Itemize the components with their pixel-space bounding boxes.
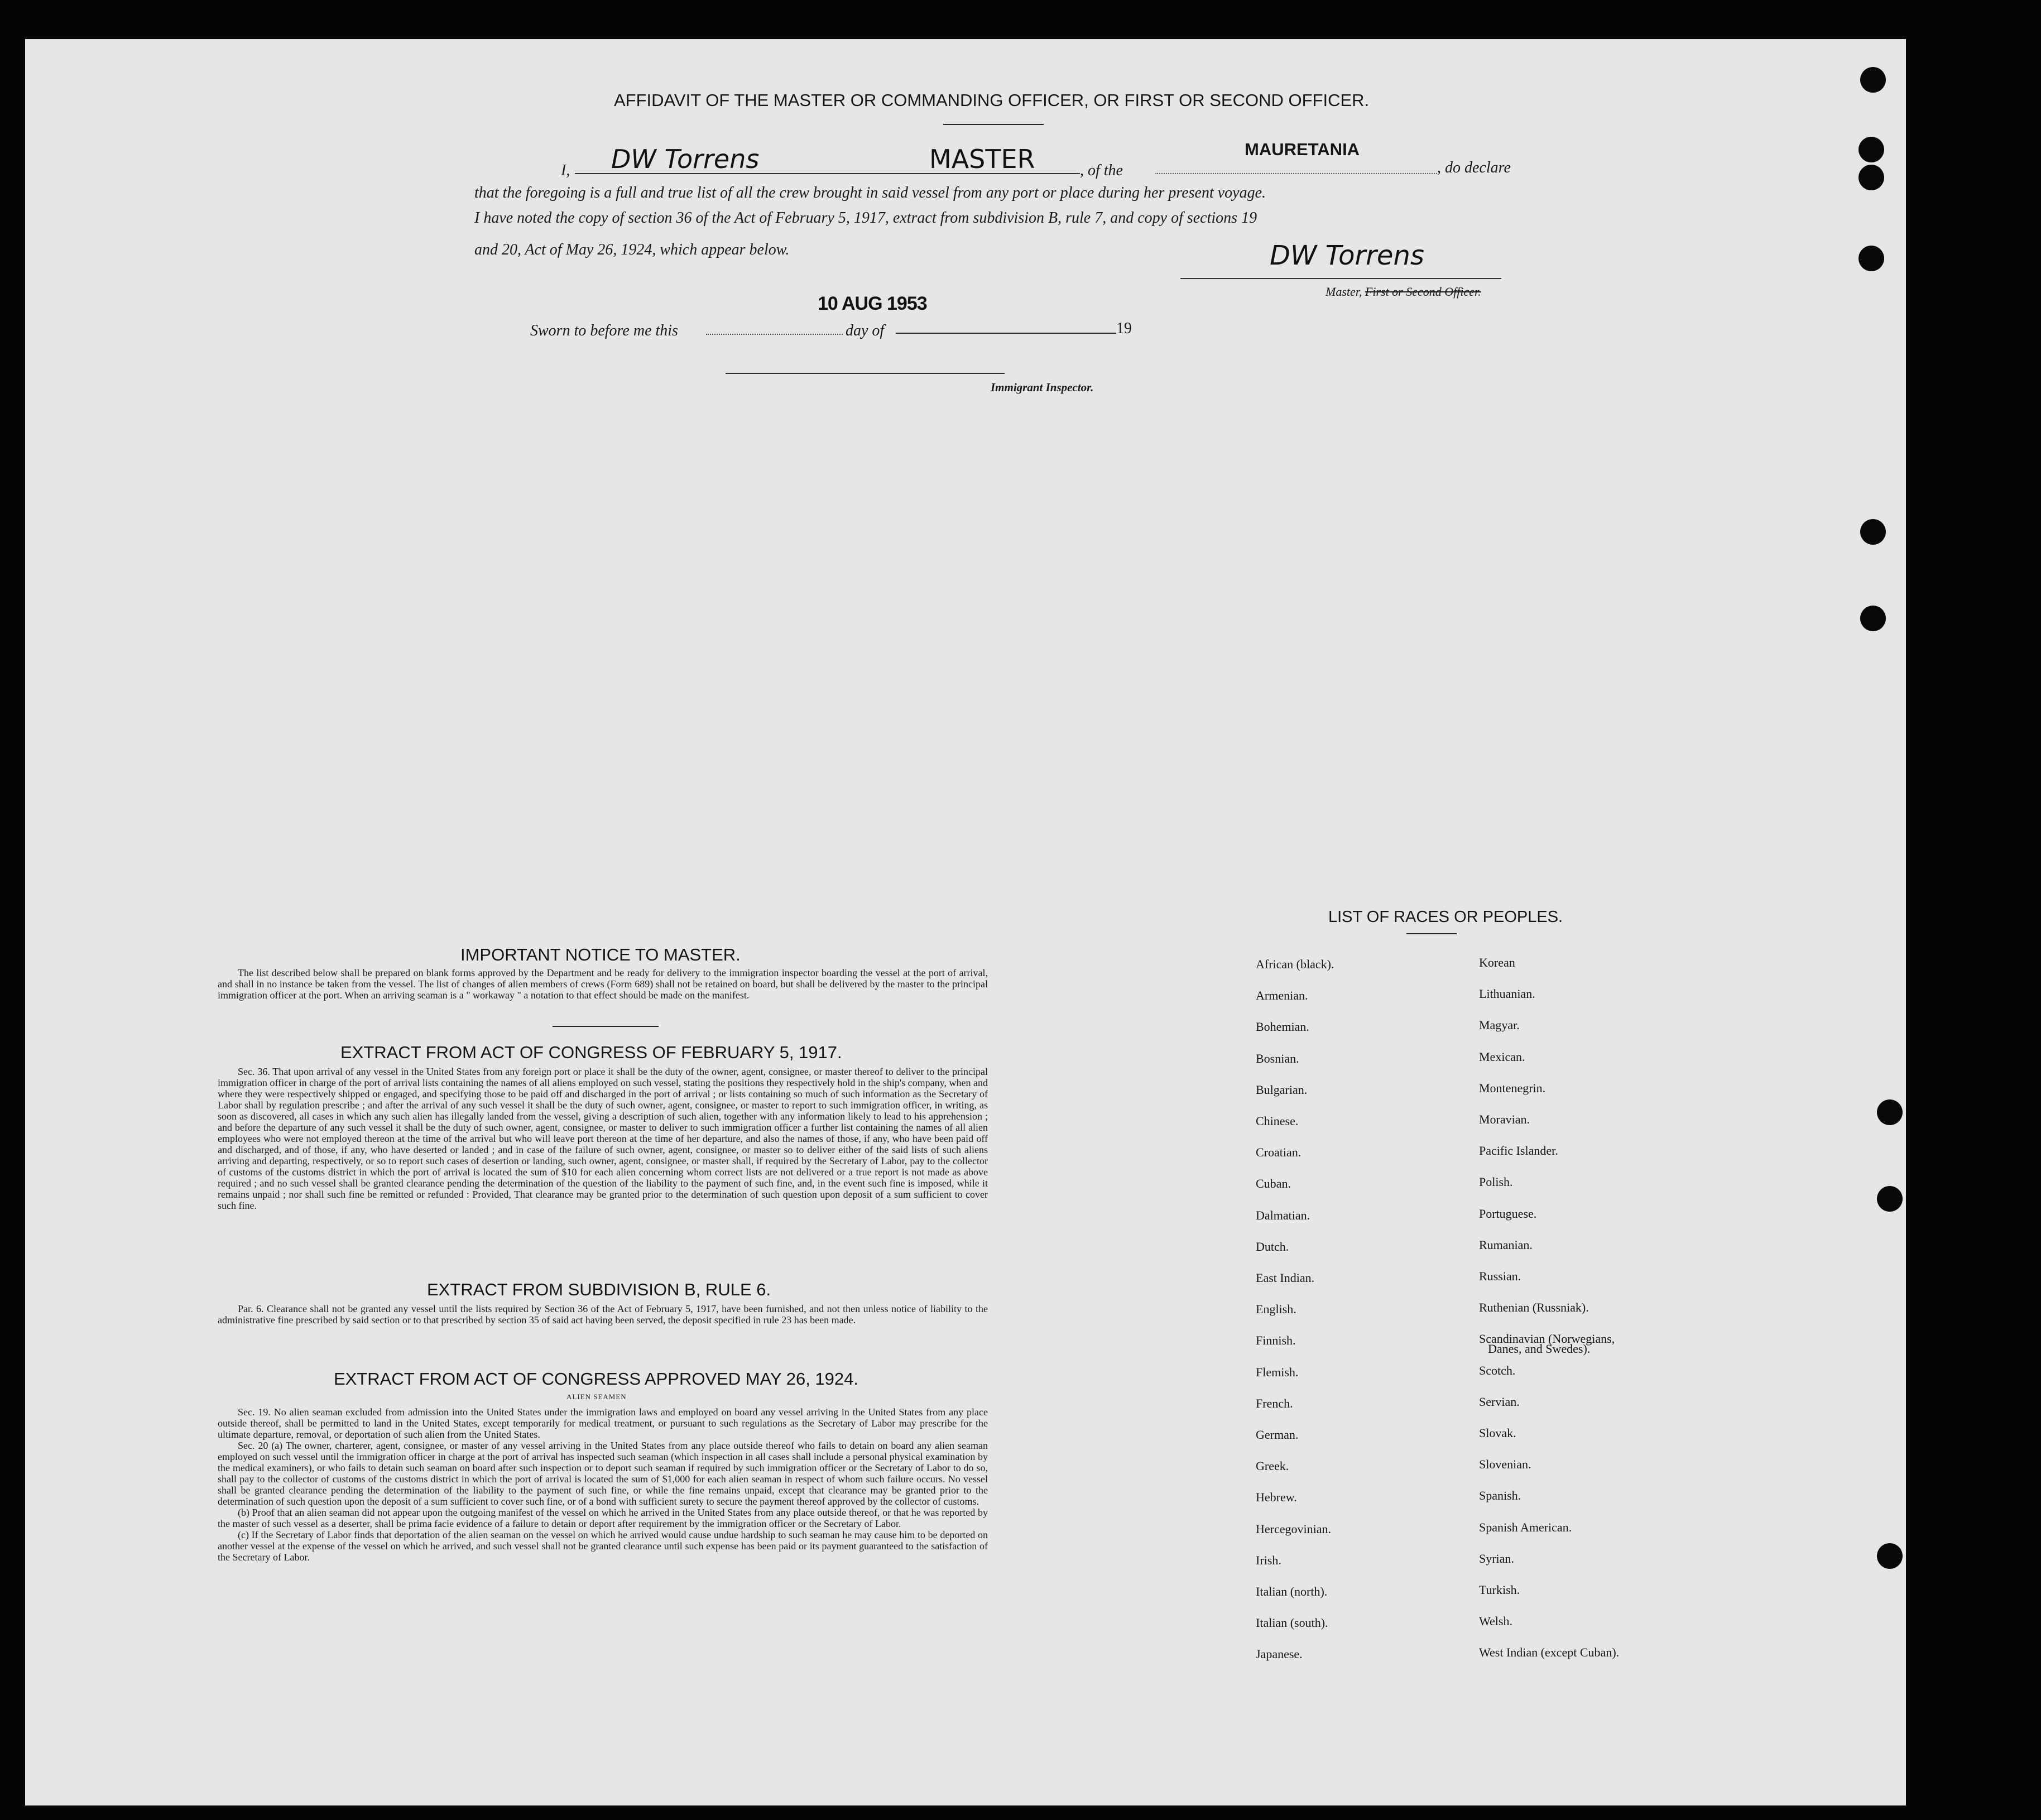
race-item: Japanese.: [1256, 1647, 1303, 1661]
binder-hole-icon: [1860, 606, 1886, 631]
race-item: West Indian (except Cuban).: [1479, 1645, 1620, 1660]
race-item: Korean: [1479, 955, 1515, 969]
extract-1924-heading: EXTRACT FROM ACT OF CONGRESS APPROVED MAY 26, 1924.: [334, 1369, 859, 1389]
i-label: I,: [561, 162, 570, 179]
race-item: Scotch.: [1479, 1363, 1516, 1377]
race-item: Chinese.: [1256, 1114, 1299, 1128]
signer-name-handwritten: DW Torrens: [611, 144, 760, 174]
race-item: Welsh.: [1479, 1614, 1512, 1629]
extract-1924-body: [218, 1406, 988, 1563]
binder-hole-icon: [1877, 1543, 1903, 1569]
date-stamp: 10 AUG 1953: [818, 293, 927, 314]
race-item: Turkish.: [1479, 1583, 1520, 1597]
race-item: Montenegrin.: [1479, 1081, 1546, 1095]
race-item: Scandinavian (Norwegians,: [1479, 1332, 1615, 1346]
race-item: Bohemian.: [1256, 1020, 1309, 1034]
race-item: Hebrew.: [1256, 1490, 1297, 1505]
heading-divider: [943, 124, 1044, 125]
race-item: Cuban.: [1256, 1176, 1291, 1191]
race-item: Irish.: [1256, 1553, 1281, 1567]
race-item: Moravian.: [1479, 1112, 1530, 1126]
affidavit-line-2: I have noted the copy of section 36 of the Act of February 5, 1917, extract from subdivision B, rule 7, and copy of sections 19: [474, 209, 1257, 227]
race-item: Dutch.: [1256, 1239, 1289, 1254]
race-item: Dalmatian.: [1256, 1208, 1310, 1222]
affidavit-line-3: and 20, Act of May 26, 1924, which appear below.: [474, 241, 790, 258]
name-rank-line: [575, 173, 1080, 174]
inspector-line: [726, 373, 1005, 374]
master-signature: DW Torrens: [1270, 240, 1424, 271]
race-item: Croatian.: [1256, 1145, 1302, 1160]
race-item: Slovak.: [1479, 1426, 1516, 1440]
race-item: Greek.: [1256, 1459, 1289, 1473]
races-divider: [1406, 933, 1457, 934]
signer-rank-handwritten: MASTER: [929, 144, 1035, 174]
sworn-label: Sworn to before me this: [530, 322, 678, 339]
notice-text: The list described below shall be prepared on blank forms approved by the Department and be ready for delivery to the immigration inspector boarding the vessel at the port of arrival, and shall in no instance be taken from the vessel. The list of changes of alien members of crews (Form 689) shall not be retained on board, but shall be delivered by the master to the principal immigration officer at the port. When an arriving seaman is a " workaway " a notation to that effect should be made on the manifest.: [218, 967, 988, 1001]
of-the-label: , of the: [1080, 162, 1123, 179]
vessel-line: [1155, 173, 1437, 174]
race-continuation: Danes, and Swedes).: [1488, 1342, 1591, 1356]
race-item: Servian.: [1479, 1394, 1520, 1409]
binder-hole-icon: [1877, 1099, 1903, 1125]
race-item: Syrian.: [1479, 1551, 1514, 1566]
binder-hole-icon: [1858, 165, 1884, 190]
do-declare-label: , do declare: [1437, 159, 1511, 176]
sec-20b-text: (b) Proof that an alien seaman did not appear upon the outgoing manifest of the vessel on which he arrived in the United States from any place outside thereof, or that he was reported by the master of such vessel as a deserter, shall be prima facie evidence of a failure to detain or deport after requirement by the immigration officer or the Secretary of Labor.: [218, 1507, 988, 1529]
sec-19-text: Sec. 19. No alien seaman excluded from admission into the United States under the immigration laws and employed on board any vessel arriving in the United States from any place outside thereof, shall be permitted to land in the United States, except temporarily for medical treatment, or pursuant to such regulations as the Secretary of Labor may prescribe for the ultimate departure, removal, or deportation of such alien from the United States.: [218, 1406, 988, 1440]
race-item: Italian (south).: [1256, 1616, 1328, 1630]
year-label: 19: [1116, 320, 1132, 337]
sec-20c-text: (c) If the Secretary of Labor finds that deportation of the alien seaman on the vessel on which he arrived would cause undue hardship to such seaman he may cause him to be deported on another vessel at the expense of the vessel on which he arrived, and such vessel shall not be granted clearance until such expense has been paid or its payment guaranteed to the satisfaction of the Secretary of Labor.: [218, 1529, 988, 1563]
race-item: Armenian.: [1256, 988, 1308, 1003]
binder-hole-icon: [1877, 1186, 1903, 1212]
binder-hole-icon: [1858, 137, 1884, 162]
day-of-label: day of: [846, 322, 885, 339]
race-item: African (black).: [1256, 957, 1334, 971]
notice-heading: IMPORTANT NOTICE TO MASTER.: [460, 945, 741, 964]
race-item: Bulgarian.: [1256, 1082, 1308, 1097]
subdivision-heading: EXTRACT FROM SUBDIVISION B, RULE 6.: [427, 1280, 771, 1299]
affidavit-heading: AFFIDAVIT OF THE MASTER OR COMMANDING OFFICER, OR FIRST OR SECOND OFFICER.: [614, 90, 1370, 110]
extract-1917-text: Sec. 36. That upon arrival of any vessel in the United States from any foreign port or place it shall be the duty of the owner, agent, consignee, or master thereof to deliver to the principal immigration officer in charge of the port of arrival lists containing the names of all aliens employed on such vessel, stating the positions they respectively hold in the ship's company, when and where they were respectively shipped or engaged, and specifying those to be paid off and discharged in the port of arrival ; or lists containing so much of such information as the Secretary of Labor shall by regulation prescribe ; and after the arrival of any such vessel it shall be the duty of such owner, agent, consignee, or master to report to such immigration officer, in writing, as soon as discovered, all cases in which any such alien has illegally landed from the vessel, giving a description of such alien, together with any information likely to lead to his apprehension ; and before the departure of any such vessel it shall be the duty of such owner, agent, consignee, or master to deliver to such immigration officer a further list containing the names of all alien employees who were not employed thereon at the time of the arrival but who will leave port thereon at the time of her departure, and also the names of those, if any, who have been paid off and discharged, and of those, if any, who have deserted or landed ; and in case of the failure of such owner, agent, consignee, or master so to deliver either of the said lists of such aliens arriving and departing, respectively, or so to report such cases of desertion or landing, such owner, agent, consignee, or master shall, if required by the Secretary of Labor, pay to the collector of customs of the customs district in which the port of arrival is located the sum of $10 for each alien concerning whom correct lists are not delivered or a true report is not made as above required ; and no such vessel shall be granted clearance pending the determination of the question of the liability to the payment of such fine, and, in the event such fine is imposed, while it remains unpaid ; nor shall such fine be remitted or refunded : Provided, That clearance may be granted prior to the determination of such question upon deposit of a sum sufficient to cover such fine.: [218, 1066, 988, 1211]
race-item: Finnish.: [1256, 1333, 1296, 1348]
race-item: East Indian.: [1256, 1271, 1315, 1285]
binder-hole-icon: [1860, 519, 1886, 545]
extract-1917-heading: EXTRACT FROM ACT OF CONGRESS OF FEBRUARY 5, 1917.: [340, 1043, 842, 1062]
alien-seamen-subheading: ALIEN SEAMEN: [566, 1392, 627, 1401]
race-item: Rumanian.: [1479, 1237, 1533, 1252]
race-item: Spanish American.: [1479, 1520, 1572, 1534]
race-item: Portuguese.: [1479, 1206, 1537, 1221]
race-item: French.: [1256, 1396, 1293, 1410]
signature-caption: [1326, 285, 1481, 299]
race-item: Spanish.: [1479, 1488, 1521, 1503]
race-item: Magyar.: [1479, 1018, 1520, 1033]
signature-line: [1180, 278, 1501, 279]
inspector-caption: Immigrant Inspector.: [991, 381, 1094, 394]
sworn-day-line: [706, 334, 843, 335]
sec-20a-text: Sec. 20 (a) The owner, charterer, agent, consignee, or master of any vessel arriving in the United States from any place outside thereof who fails to detain on board any alien seaman employed on such vessel until the immigration officer in charge at the port of arrival has inspected such seaman (which inspection in all cases shall include a personal physical examination by the medical examiners), or who fails to detain such seaman on board after such inspection or to deport such seaman if required by such immigration officer or the Secretary of Labor to do so, shall pay to the collector of customs of the customs district in which the port of arrival is located the sum of $1,000 for each alien seaman in respect of whom such failure occurs. No vessel shall be granted clearance pending the determination of the liability to the payment of such fine, or while the fine remains unpaid, except that clearance may be granted prior to the determination of such question upon the deposit of a sum sufficient to cover such fine, or of a bond with sufficient surety to secure the payment thereof approved by the collector of customs.: [218, 1440, 988, 1507]
race-item: Lithuanian.: [1479, 987, 1535, 1001]
sworn-month-line: [896, 333, 1116, 334]
race-item: Hercegovinian.: [1256, 1521, 1331, 1536]
binder-hole-icon: [1858, 246, 1884, 271]
race-item: Ruthenian (Russniak).: [1479, 1300, 1589, 1315]
race-item: German.: [1256, 1428, 1299, 1442]
races-heading: LIST OF RACES OR PEOPLES.: [1328, 908, 1563, 926]
binder-hole-icon: [1860, 67, 1886, 93]
race-item: Slovenian.: [1479, 1457, 1531, 1472]
race-item: Bosnian.: [1256, 1051, 1299, 1065]
race-item: Polish.: [1479, 1175, 1513, 1189]
race-item: Flemish.: [1256, 1365, 1299, 1379]
race-item: Pacific Islander.: [1479, 1144, 1558, 1158]
vessel-name: MAURETANIA: [1245, 140, 1360, 159]
signature-caption-struck: First or Second Officer.: [1365, 285, 1481, 299]
signature-caption-prefix: Master,: [1326, 285, 1362, 299]
race-item: Mexican.: [1479, 1049, 1525, 1064]
subdivision-text: Par. 6. Clearance shall not be granted any vessel until the lists required by Section 36 of the Act of February 5, 1917, have been furnished, and not then unless notice of liability to the administrative fine prescribed by said section or to that prescribed by section 35 of said act having been served, the deposit specified in rule 23 has been made.: [218, 1303, 988, 1326]
notice-divider: [553, 1026, 659, 1027]
race-item: Russian.: [1479, 1269, 1521, 1283]
race-item: English.: [1256, 1302, 1296, 1317]
race-item: Italian (north).: [1256, 1584, 1328, 1598]
affidavit-line-1: that the foregoing is a full and true list of all the crew brought in said vessel from any port or place during her present voyage.: [474, 184, 1266, 201]
